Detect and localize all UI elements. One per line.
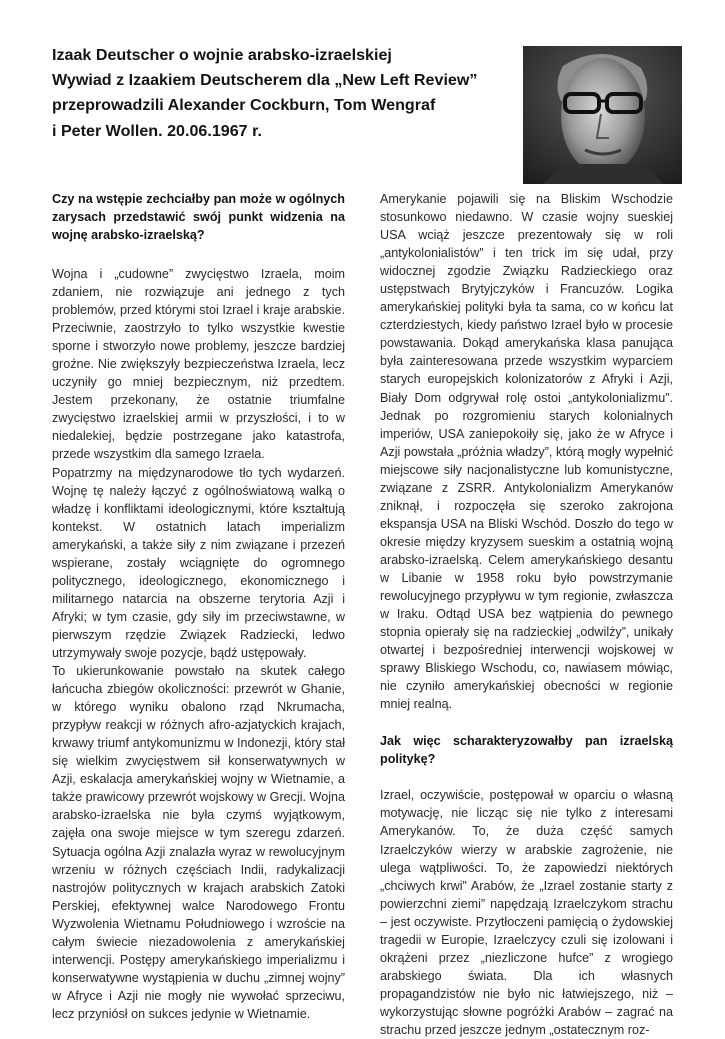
portrait-icon — [523, 46, 682, 184]
author-portrait-photo — [523, 46, 682, 184]
title-line-1: Izaak Deutscher o wojnie arabsko-izraelskiej — [52, 46, 392, 64]
answer-paragraph-5: Izrael, oczywiście, postępował w oparciu o własną motywację, nie licząc się nie tylko z interesami Amerykanów. To, że duża część samych Izraelczyków wierzy w arabskie zagrożenie, nie ulega wątpliwości. To, że zapowiedzi niektórych „chciwych krwi” Arabów, że „Izrael zostanie starty z powierzchni ziemi” napędzają Izraelczykom strachu – jest oczywiste. Przytłoczeni pamięcią o żydowskiej tragedii w Europie, Izraelczycy czuli się izolowani i okrążeni przez „niezliczone hufce” z wrogiego arabskiego świata. Dla ich własnych propagandzistów nie było nic łatwiejszego, niż – wykorzystując słowne pogróżki Arabów – zagrać na strachu przed jeszcze jednym „ostatecznym roz- — [380, 788, 673, 1037]
title-line-2: Wywiad z Izaakiem Deutscherem dla „New Left Review” — [52, 71, 478, 90]
answer-paragraph-2: Popatrzmy na międzynarodowe tło tych wydarzeń. Wojnę tę należy łączyć z ogólnoświatową walką o władzę i konfliktami ideologicznymi, które kształtują kontekst. W ostatnich latach imperializm amerykański, a także siły z nim związane i przezeń wspierane, zostały wciągnięte do ogromnego politycznego, ideologicznego, ekonomicznego i militarnego natarcia na obszerne terytoria Azji i Afryki; w tym czasie, gdy siły im przeciwstawne, w pierwszym rzędzie Związek Radziecki, ledwo utrzymywały swoje pozycje, bądź ustępowały. — [52, 465, 345, 660]
answer-paragraph-4: Amerykanie pojawili się na Bliskim Wschodzie stosunkowo niedawno. W czasie wojny sueskiej USA wciąż jeszcze prezentowały się w roli „antykolonialistów” i ten trick im się udał, przy widocznej zgodzie Związku Radzieckiego oraz ustępstwach Brytyjczyków i Francuzów. Logika amerykańskiej polityki była ta sama, co w końcu lat czterdziestych, kiedy państwo Izrael było w procesie powstawania. Dokąd amerykańska klasa panująca była zainteresowana przede wszystkim wyparciem starych europejskich kolonizatorów z Afryki i Azji, Biały Dom odgrywał rolę ostoi „antykolonializmu”. Jednak po rozgromieniu starych kolonialnych imperiów, USA zaniepokoiły się, jako że w Afryce i Azji powstała „próżnia władzy”, którą mogły wypełnić miejscowe siły nacjonalistyczne lub komunistyczne, związane z ZSRR. Antykolonializm Amerykanów zniknął, i rozpoczęła się szeroko zakrojona ekspansja USA na Bliski Wschód. Doszło do tego w okresie między kryzysem sueskim a ostatnią wojną arabsko-izraelską. Celem amerykańskiego desantu w Libanie w 1958 roku było powstrzymanie rewolucyjnego przypływu w tym regionie, zwłaszcza w Iraku. Odtąd USA bez wątpienia do pewnego stopnia opierały się na radzieckiej „odwilży”, unikały otwartej i bezpośredniej interwencji wojskowej w sprawy Bliskiego Wschodu, co, nawiasem mówiąc, nie czyniło amerykańskiej obecności w regionie mniej realną. — [380, 192, 673, 712]
left-column — [52, 190, 345, 1023]
interview-question-2: Jak więc scharakteryzowałby pan izraelską politykę? — [380, 734, 673, 767]
interview-question-1: Czy na wstępie zechciałby pan może w ogólnych zarysach przedstawić swój punkt widzenia na wojnę arabsko-izraelską? — [52, 192, 345, 242]
title-line-4: i Peter Wollen. 20.06.1967 r. — [52, 121, 262, 140]
answer-paragraph-3: To ukierunkowanie powstało na skutek całego łańcucha zbiegów okoliczności: przewrót w Ghanie, w którego wyniku obalono rząd Nkrumacha, przypływ reakcji w różnych afro-azjatyckich krajach, krwawy triumf antykomunizmu w Indonezji, który stał się wielkim zwycięstwem sił konserwatywnych w Azji, eskalacja amerykańskiej wojny w Wietnamie, a także prawicowy przewrót wojskowy w Grecji. Wojna arabsko-izraelska nie była czymś wyjątkowym, zajęła ona swoje miejsce w tym szeregu zdarzeń. Sytuacja ogólna Azji znalazła wyraz w rewolucyjnym wrzeniu w różnych częściach Indii, radykalizacji nastrojów politycznych w krajach arabskich Zatoki Perskiej, efektywnej walce Narodowego Frontu Wyzwolenia Wietnamu Południowego i wzroście na całym świecie niezadowolenia z amerykańskiej interwencji. Postępy amerykańskiego imperializmu i konserwatywne wystąpienia w duchu „zimnej wojny” w Afryce i Azji nie mogły nie wywołać sprzeciwu, lecz przyniósł on sukces jedynie w Wietnamie. — [52, 664, 346, 1021]
right-column — [380, 190, 673, 1039]
title-line-3: przeprowadzili Alexander Cockburn, Tom Wengraf — [52, 96, 436, 115]
answer-paragraph-1: Wojna i „cudowne” zwycięstwo Izraela, moim zdaniem, nie rozwiązuje ani jednego z tych problemów, przed którymi stoi Izrael i kraje arabskie. Przeciwnie, zaostrzyło to tylko wszystkie kwestie sporne i stworzyło nowe problemy, jeszcze bardziej groźne. Nie zwiększyły bezpieczeństwa Izraela, lecz uczyniły go mniej bezpiecznym, niż przedtem. Jestem przekonany, że ostatnie triumfalne zwycięstwo izraelskiej armii w przyszłości, i to w niedalekiej, będzie postrzegane jako katastrofa, przede wszystkim dla samego Izraela. — [52, 267, 345, 462]
article-title — [52, 43, 507, 144]
